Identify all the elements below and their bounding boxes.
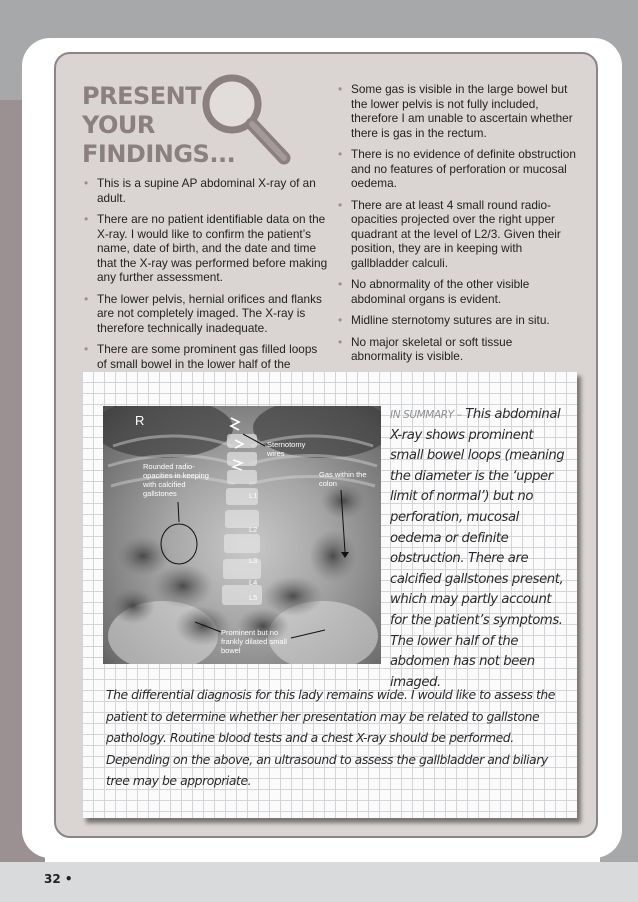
page-footer-band bbox=[0, 862, 638, 902]
title-line: PRESENT bbox=[82, 82, 202, 110]
page-number-bullet: • bbox=[64, 872, 73, 886]
magnifying-glass-icon bbox=[196, 70, 296, 170]
finding-item: • The lower pelvis, hernial orifices and flanks are not completely imaged. The X-ray is therefore technically inadequate. bbox=[82, 292, 328, 336]
vertebra-label: L5 bbox=[249, 593, 258, 602]
xray-label-small-bowel: Prominent but no frankly dilated small bowel bbox=[221, 628, 287, 655]
xray-label-sternotomy: Sternotomy wires bbox=[267, 440, 306, 458]
finding-item: • Midline sternotomy sutures are in situ. bbox=[336, 313, 576, 328]
vertebra-label: L3 bbox=[249, 556, 258, 565]
summary-body: This abdominal X-ray shows prominent small bowel loops (meaning the diameter is the ‘upper limit of normal’) but no perforation, mucosal oedema or definite obstruction. There are calcified gallstones present, which may partly account for the patient’s symptoms. The lower half of the abdomen has not been imaged. bbox=[390, 407, 565, 690]
differential-text: The differential diagnosis for this lady remains wide. I would like to assess the patient to determine whether her presentation may be related to gallstone pathology. Routine blood tests and a chest X-ray should be performed. Depending on the above, an ultrasound to assess the gallbladder and biliary tree may be appropriate. bbox=[106, 687, 555, 788]
xray-drawing bbox=[103, 406, 381, 664]
finding-item: • No abnormality of the other visible abdominal organs is evident. bbox=[336, 277, 576, 306]
page-number bbox=[44, 872, 73, 886]
xray-lung-shadow bbox=[103, 406, 233, 458]
xray-label-colon: Gas within the colon bbox=[319, 470, 367, 488]
finding-item: • This is a supine AP abdominal X-ray of an adult. bbox=[82, 176, 328, 205]
abdominal-xray-image bbox=[103, 406, 381, 664]
summary-lead: IN SUMMARY – bbox=[390, 409, 462, 421]
vertebra-label: L1 bbox=[249, 491, 258, 500]
vertebra-label: L2 bbox=[249, 525, 258, 534]
xray-side-marker: R bbox=[135, 413, 145, 428]
title-line: FINDINGS... bbox=[82, 140, 236, 168]
finding-item: • There are at least 4 small round radio-opacities projected over the right upper quadrant at the level of L2/3. Given their position, they are in keeping with gallbladder calculi. bbox=[336, 198, 576, 271]
findings-list-right bbox=[336, 82, 576, 371]
finding-item: • There is no evidence of definite obstruction and no features of perforation or mucosal oedema. bbox=[336, 147, 576, 191]
summary-text bbox=[390, 405, 568, 693]
finding-item: • There are no patient identifiable data on the X-ray. I would like to confirm the patient’s name, date of birth, and the date and time that the X-ray was performed before making any further assessment. bbox=[82, 212, 328, 285]
gallstone-circle bbox=[161, 524, 197, 564]
vertebra-label: L4 bbox=[249, 578, 258, 587]
gallstone-arrow bbox=[178, 502, 179, 522]
title-line: YOUR bbox=[82, 111, 155, 139]
finding-item: • Some gas is visible in the large bowel but the lower pelvis is not fully included, therefore I am unable to ascertain whether there is gas in the rectum. bbox=[336, 82, 576, 140]
xray-label-gallstones: Rounded radio-opacities in keeping with calcified gallstones bbox=[143, 462, 209, 498]
page-number-value: 32 bbox=[44, 872, 61, 886]
finding-item: • There are some prominent gas filled loops of small bowel in the lower half of the bbox=[82, 342, 328, 400]
finding-item: • No major skeletal or soft tissue abnormality is visible. bbox=[336, 335, 576, 364]
